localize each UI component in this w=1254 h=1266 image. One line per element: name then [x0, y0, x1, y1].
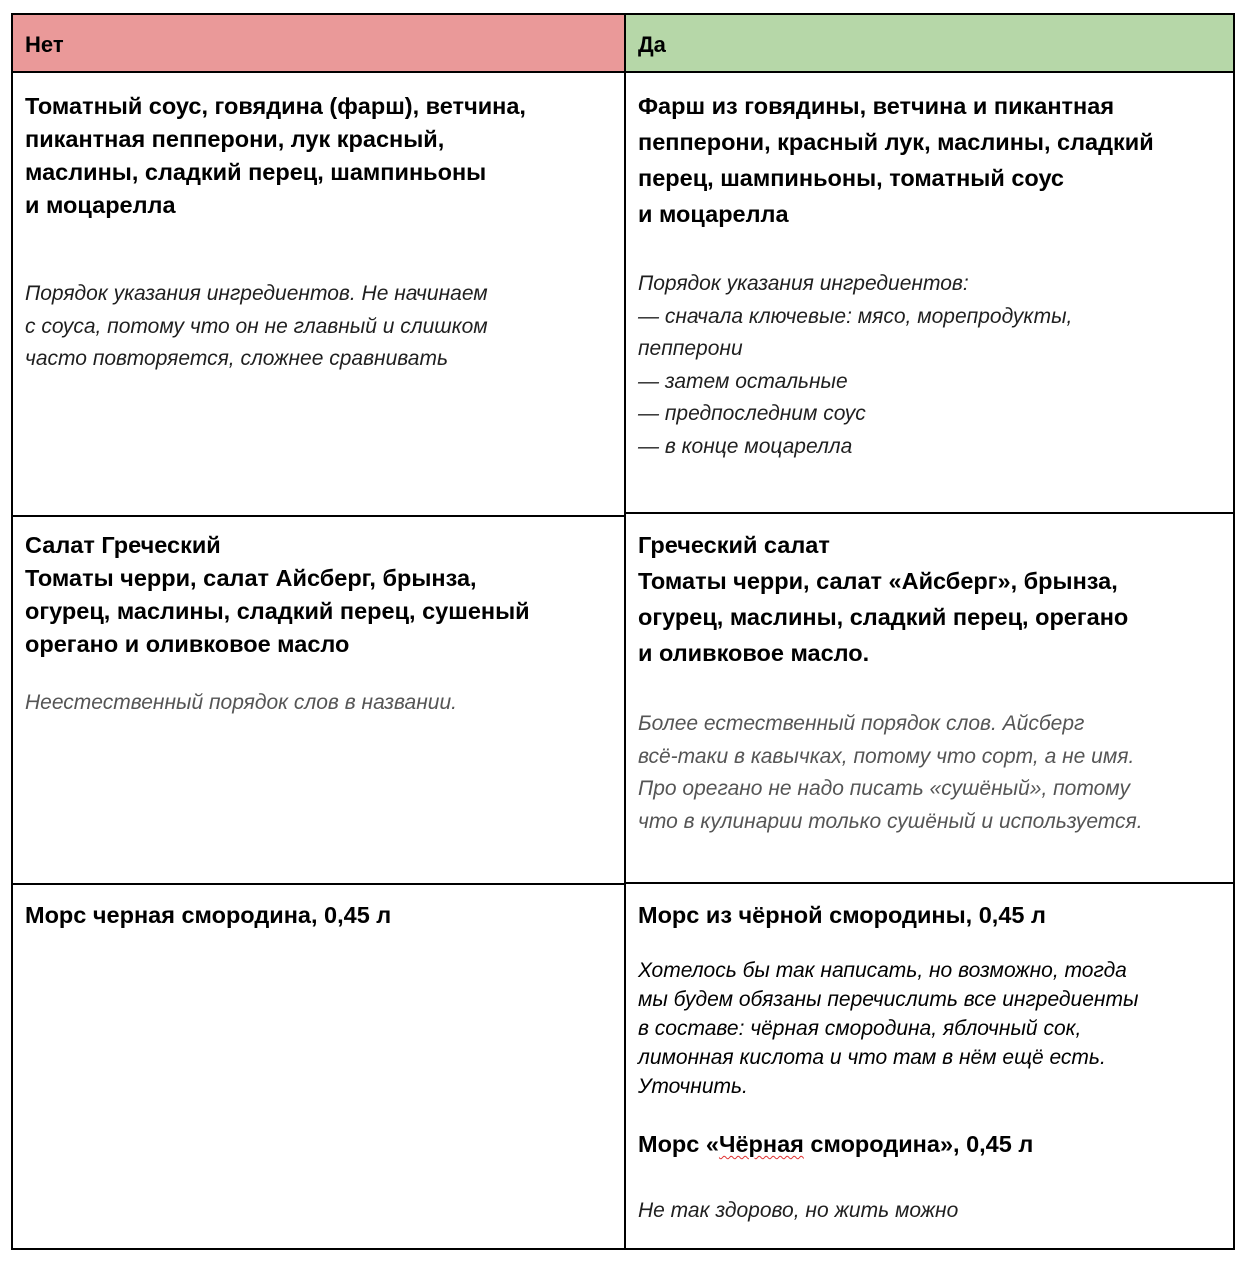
comparison-table [11, 13, 1235, 1250]
cell-yes-pizza [626, 73, 1233, 512]
salad-note-no: Неестественный порядок слов в названии. [25, 691, 457, 714]
pizza-note-no: Порядок указания ингредиентов. Не начинаем с соуса, потому что он не главный и слишком часто повторяется, сложнее сравнивать [25, 282, 488, 370]
cell-yes-mors [626, 882, 1233, 1248]
mors-title-yes: Морс из чёрной смородины, 0,45 л [638, 902, 1046, 928]
pizza-note-yes: Порядок указания ингредиентов: — сначала ключевые: мясо, морепродукты, пепперони — затем остальные — предпоследним соус — в конце моцарелла [638, 272, 1073, 458]
salad-note-yes: Более естественный порядок слов. Айсберг всё-таки в кавычках, потому что сорт, а не имя. Про орегано не надо писать «сушёный», потому что в кулинарии только сушёный и используется. [638, 712, 1143, 833]
pizza-title-yes: Фарш из говядины, ветчина и пикантная пепперони, красный лук, маслины, сладкий перец, шампиньоны, томатный соус и моцарелла [638, 93, 1154, 227]
mors-title-no: Морс черная смородина, 0,45 л [25, 902, 392, 928]
salad-title-yes: Греческий салат Томаты черри, салат «Айсберг», брынза, огурец, маслины, сладкий перец, орегано и оливковое масло. [638, 532, 1129, 666]
pizza-title-no: Томатный соус, говядина (фарш), ветчина, пикантная пепперони, лук красный, маслины, сладкий перец, шампиньоны и моцарелла [25, 93, 526, 218]
spellcheck-underline: Чёрная [718, 1131, 804, 1157]
column-yes [626, 15, 1233, 1248]
mors-alt-title-yes: Морс «Чёрная смородина», 0,45 л [638, 1131, 1034, 1157]
mors-alt-note-yes: Не так здорово, но жить можно [638, 1199, 959, 1222]
column-no [13, 15, 626, 1248]
cell-no-pizza [13, 73, 624, 515]
cell-no-mors [13, 883, 624, 1248]
header-no: Нет [13, 15, 624, 73]
cell-yes-salad [626, 512, 1233, 882]
cell-no-salad [13, 515, 624, 883]
salad-title-no: Салат Греческий Томаты черри, салат Айсберг, брынза, огурец, маслины, сладкий перец, сушеный орегано и оливковое масло [25, 532, 530, 657]
mors-note-yes: Хотелось бы так написать, но возможно, тогда мы будем обязаны перечислить все ингредиенты в составе: чёрная смородина, яблочный сок, лимонная кислота и что там в нём ещё есть. Уточнить. [638, 959, 1139, 1098]
header-yes: Да [626, 15, 1233, 73]
